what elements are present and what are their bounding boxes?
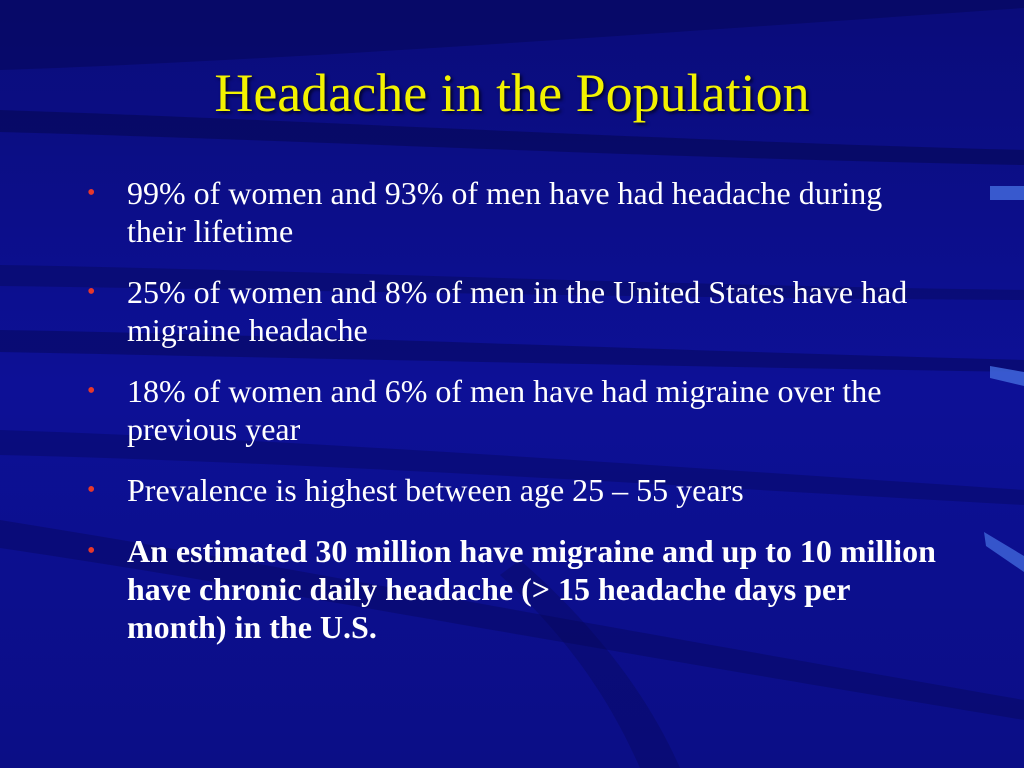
bullet-marker-icon: •	[87, 378, 96, 404]
bullet-marker-icon: •	[87, 279, 96, 305]
bullet-item	[87, 372, 947, 448]
bullet-item	[87, 174, 947, 250]
slide-title: Headache in the Population	[214, 63, 810, 123]
bullet-item	[87, 532, 947, 646]
bullet-text: 99% of women and 93% of men have had headache during their lifetime	[127, 175, 883, 249]
bullet-text: Prevalence is highest between age 25 – 55 years	[127, 472, 744, 508]
bullet-marker-icon: •	[87, 180, 96, 206]
bullet-item	[87, 471, 947, 509]
bullet-text: 25% of women and 8% of men in the United States have had migraine headache	[127, 274, 908, 348]
bullet-item	[87, 273, 947, 349]
bullet-marker-icon: •	[87, 538, 96, 564]
bullet-marker-icon: •	[87, 477, 96, 503]
bullet-text: An estimated 30 million have migraine and up to 10 million have chronic daily headache (> 15 headache days per month) in the U.S.	[127, 533, 936, 645]
bullet-list	[87, 174, 947, 669]
bullet-text: 18% of women and 6% of men have had migraine over the previous year	[127, 373, 882, 447]
